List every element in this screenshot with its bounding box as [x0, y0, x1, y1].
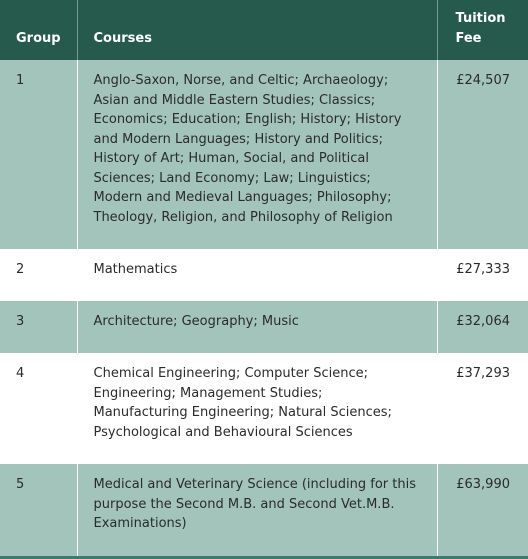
- courses-column-header: Courses: [77, 0, 437, 60]
- courses-cell: Chemical Engineering; Computer Science; Engineering; Management Studies; Manufacturing Engineering; Natural Sciences; Psychological and Behavioural Sciences: [77, 353, 437, 464]
- fee-cell: £24,507: [437, 60, 528, 249]
- courses-cell: Architecture; Geography; Music: [77, 301, 437, 353]
- fee-cell: £32,064: [437, 301, 528, 353]
- group-cell: 3: [0, 301, 77, 353]
- group-cell: 4: [0, 353, 77, 464]
- table-row: [0, 249, 528, 301]
- header-row: [0, 0, 528, 60]
- group-cell: 5: [0, 464, 77, 558]
- courses-cell: Mathematics: [77, 249, 437, 301]
- table-row: [0, 60, 528, 249]
- group-column-header: Group: [0, 0, 77, 60]
- table-header: [0, 0, 528, 60]
- courses-cell: Medical and Veterinary Science (including for this purpose the Second M.B. and Second Vet.M.B. Examinations): [77, 464, 437, 558]
- courses-cell: Anglo-Saxon, Norse, and Celtic; Archaeology; Asian and Middle Eastern Studies; Classics; Economics; Education; English; History; History and Modern Languages; History and Politics; History of Art; Human, Social, and Political Sciences; Land Economy; Law; Linguistics; Modern and Medieval Languages; Philosophy; Theology, Religion, and Philosophy of Religion: [77, 60, 437, 249]
- table-row: [0, 301, 528, 353]
- group-cell: 2: [0, 249, 77, 301]
- table-row: [0, 353, 528, 464]
- fee-cell: £27,333: [437, 249, 528, 301]
- table-body: [0, 60, 528, 558]
- fee-cell: £37,293: [437, 353, 528, 464]
- fee-cell: £63,990: [437, 464, 528, 558]
- table-row: [0, 464, 528, 558]
- group-cell: 1: [0, 60, 77, 249]
- tuition-fee-column-header: Tuition Fee: [437, 0, 528, 60]
